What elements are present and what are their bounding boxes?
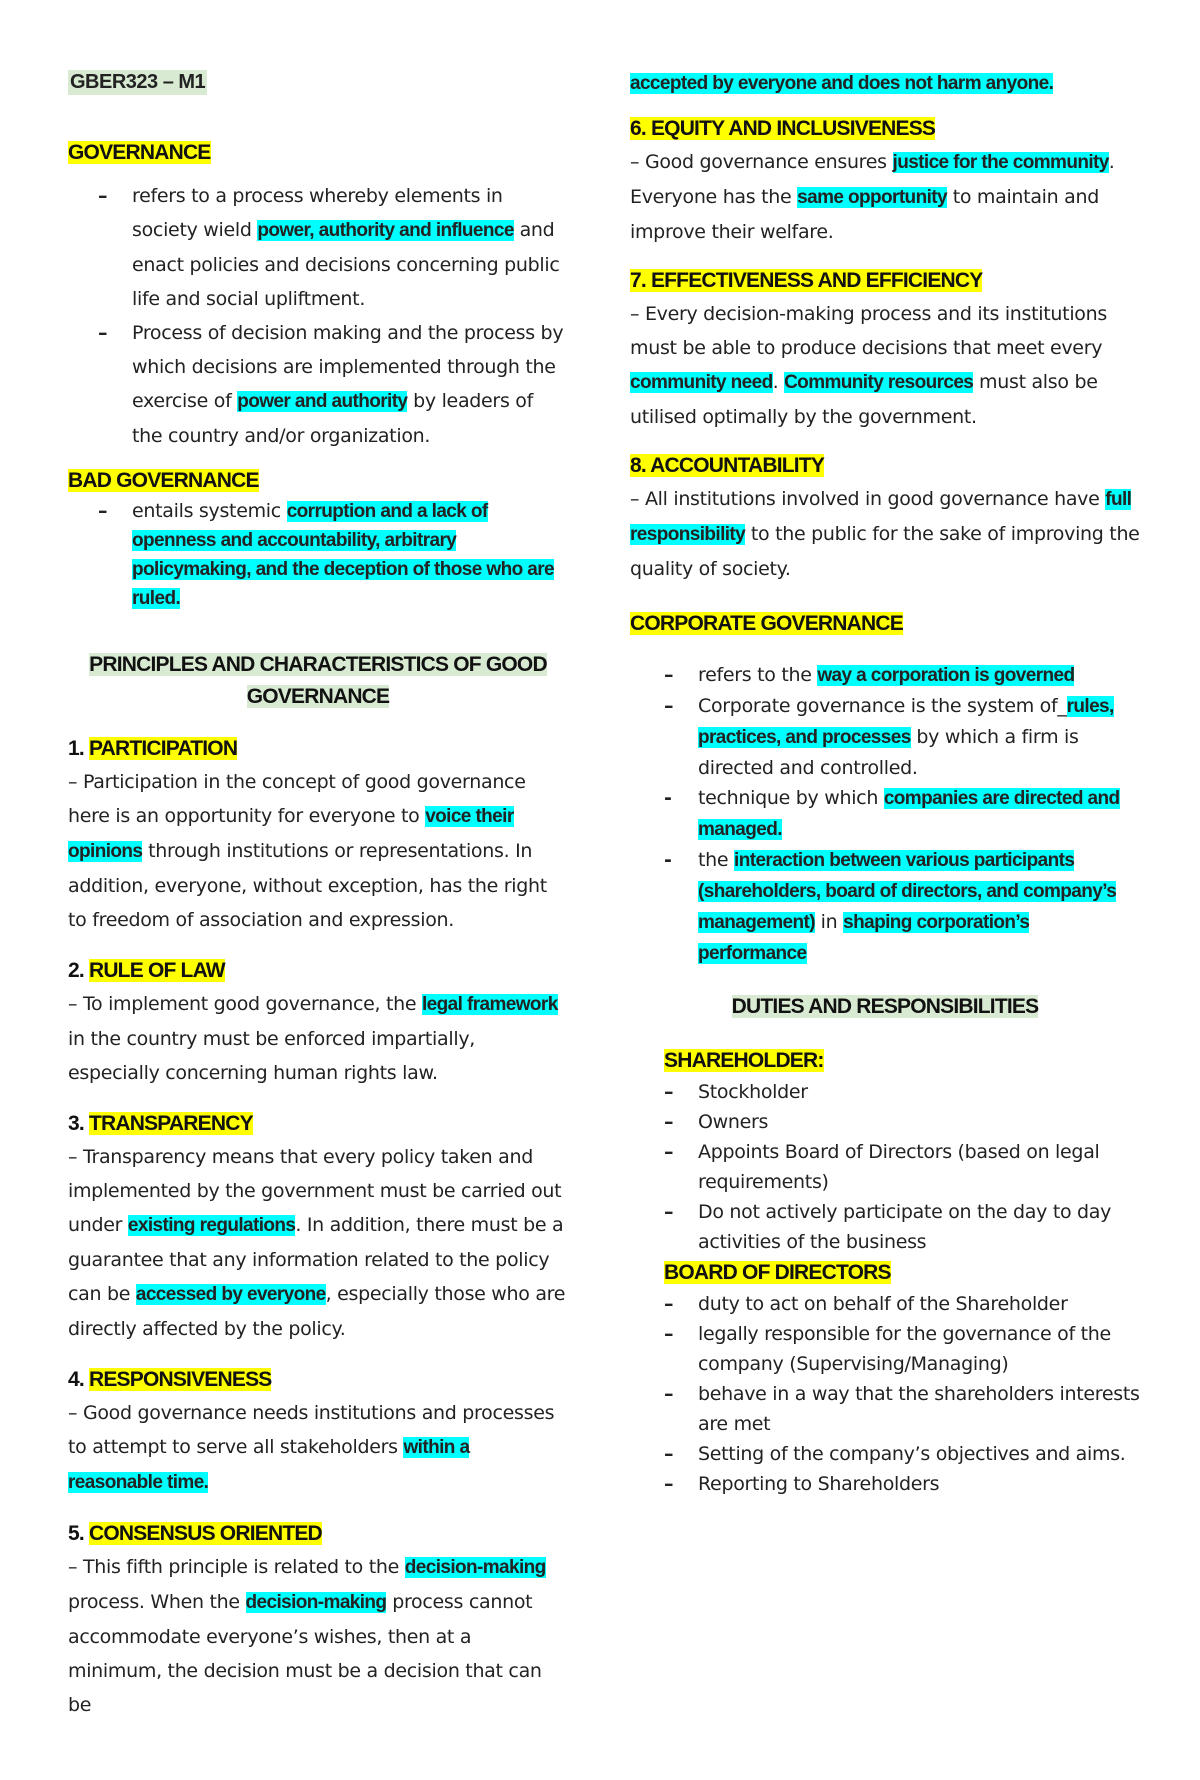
shareholder-section [664,1045,1140,1257]
list-item: – refers to the way a corporation is governed [664,664,1075,686]
shareholder-heading: SHAREHOLDER: [664,1049,824,1072]
principle-effectiveness: 7. EFFECTIVENESS AND EFFICIENCY – Every decision-making process and its institutions must be able to produce decisions that meet every community need. Community resources must also be utilised optimally by the government. [630,269,1107,428]
principle-transparency: 3. TRANSPARENCY – Transparency means that every policy taken and implemented by the government must be carried out under existing regulations. In addition, there must be a guarantee that any information related to the policy can be accessed by everyone, especially those who are directly affected by the policy. [68,1112,566,1340]
list-item: - technique by which companies are directed and managed. [664,787,1120,840]
principle-title: 7. EFFECTIVENESS AND EFFICIENCY [630,269,983,292]
principle-participation: 1. PARTICIPATION – Participation in the concept of good governance here is an opportunity for everyone to voice their opinions through institutions or representations. In addition, everyone, without exception, has the right to freedom of association and expression. [68,737,547,931]
bad-governance-heading: BAD GOVERNANCE [68,469,259,492]
bad-governance-section [68,465,568,613]
governance-section [68,137,568,453]
right-column [630,70,1140,1499]
list-item: – behave in a way that the shareholders interests are met [664,1383,1140,1435]
principle-consensus: 5. CONSENSUS ORIENTED – This fifth principle is related to the decision-making process. When the decision-making process cannot accommodate everyone’s wishes, then at a minimum, the decision must be a decision that can be [68,1522,546,1716]
consensus-continued: accepted by everyone and does not harm anyone. [630,73,1054,94]
principle-title: RESPONSIVENESS [88,1368,272,1391]
principle-title: 8. ACCOUNTABILITY [630,454,825,477]
principle-rule-of-law: 2. RULE OF LAW – To implement good governance, the legal framework in the country must be enforced impartially, especially concerning human rights law. [68,959,558,1084]
list-item: – Reporting to Shareholders [664,1473,940,1495]
page-title: GBER323 – M1 [70,71,206,93]
list-item: – Do not actively participate on the day to day activities of the business [664,1201,1112,1253]
principle-title: CONSENSUS ORIENTED [88,1522,322,1545]
board-section [664,1257,1140,1499]
duties-heading: DUTIES AND RESPONSIBILITIES [731,995,1039,1018]
principle-accountability: 8. ACCOUNTABILITY – All institutions involved in good governance have full responsibility to the public for the sake of improving the quality of society. [630,454,1140,580]
principles-heading-wrap [68,649,568,713]
list-item: – Owners [664,1111,769,1133]
list-item: – duty to act on behalf of the Shareholder [664,1293,1068,1315]
principles-heading: PRINCIPLES AND CHARACTERISTICS OF GOOD GOVERNANCE [89,653,547,708]
list-item: - the interaction between various participants (shareholders, board of directors, and company’s management) in shaping corporation’s performance [664,849,1117,964]
principle-title: TRANSPARENCY [88,1112,253,1135]
governance-heading: GOVERNANCE [68,141,211,164]
list-item: – refers to a process whereby elements in society wield power, authority and influence and enact policies and decisions concerning public life and social upliftment. [98,185,560,310]
board-list [664,1289,1140,1499]
left-column [68,70,568,1722]
list-item: – entails systemic corruption and a lack of openness and accountability, arbitrary policymaking, and the deception of those who are ruled. [98,500,554,609]
list-item: – legally responsible for the governance of the company (Supervising/Managing) [664,1323,1111,1375]
governance-list [98,179,568,453]
corporate-section [630,608,1140,969]
principle-title: 6. EQUITY AND INCLUSIVENESS [630,117,936,140]
principle-title: RULE OF LAW [88,959,225,982]
principle-title: PARTICIPATION [88,737,238,760]
bad-governance-list [98,497,568,613]
shareholder-list [664,1077,1140,1257]
list-item: – Corporate governance is the system of_rules, practices, and processes by which a firm is directed and controlled. [664,695,1114,779]
list-item: – Stockholder [664,1081,808,1103]
principle-equity: 6. EQUITY AND INCLUSIVENESS – Good governance ensures justice for the community. Everyone has the same opportunity to maintain and improve their welfare. [630,117,1115,243]
corporate-list [664,660,1140,969]
principle-responsiveness: 4. RESPONSIVENESS – Good governance needs institutions and processes to attempt to serve all stakeholders within a reasonable time. [68,1368,555,1493]
list-item: – Setting of the company’s objectives and aims. [664,1443,1126,1465]
board-heading: BOARD OF DIRECTORS [664,1261,891,1284]
list-item: – Process of decision making and the process by which decisions are implemented through the exercise of power and authority by leaders of the country and/or organization. [98,322,564,447]
duties-heading-wrap [630,991,1140,1023]
corporate-heading: CORPORATE GOVERNANCE [630,612,903,635]
list-item: – Appoints Board of Directors (based on legal requirements) [664,1141,1100,1193]
